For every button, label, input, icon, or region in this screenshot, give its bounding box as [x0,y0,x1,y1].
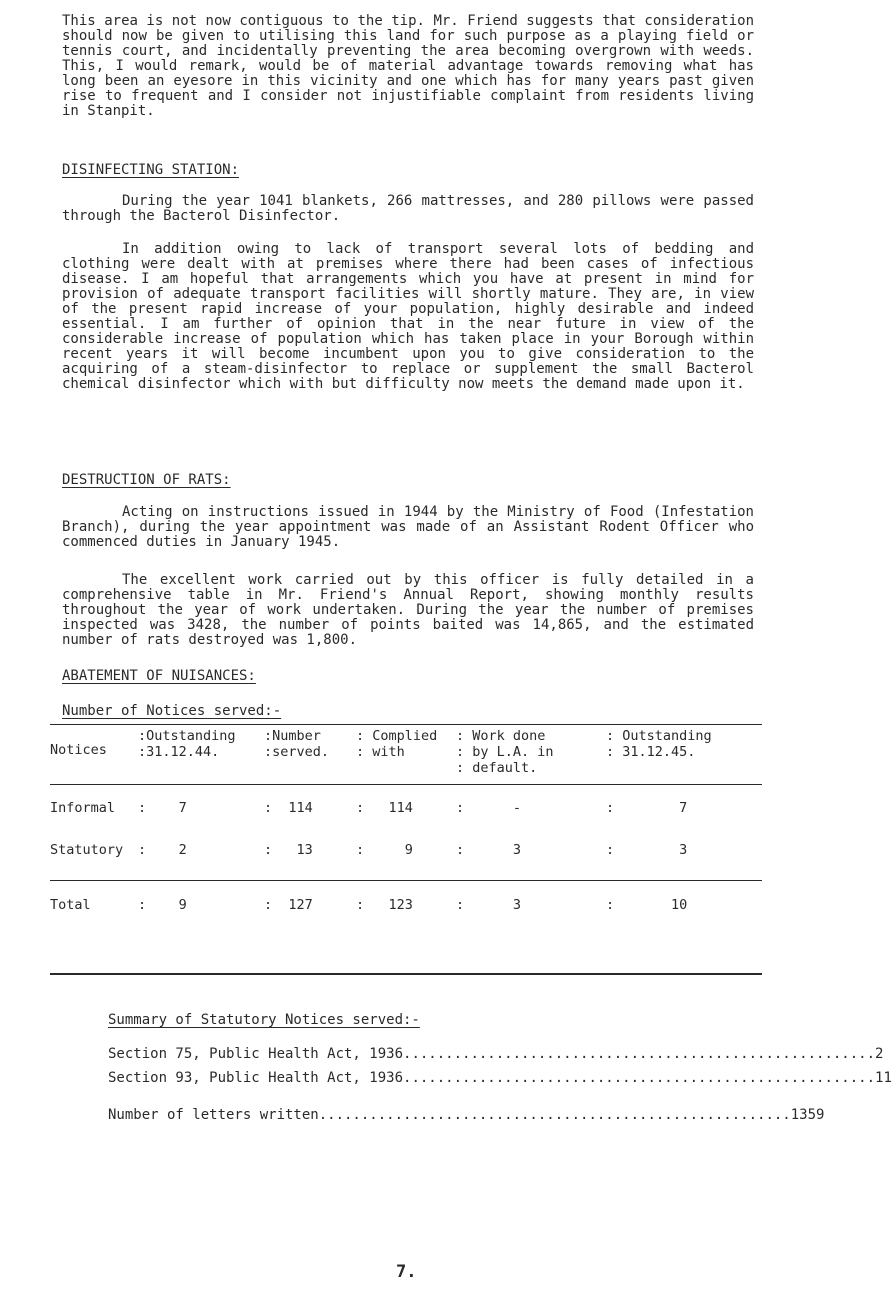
cell-value: 3 [512,896,522,913]
header-outstanding-1944: :Outstanding :31.12.44. [138,728,236,760]
cell-value: 123 [388,896,413,913]
row-label: Total [50,896,91,913]
cell-value: 10 [671,896,688,913]
cell-value: 2 [178,842,187,858]
table-row-statutory: Statutory : 2 : 13 : 9 : 3 : 3 [50,830,762,872]
disinfecting-paragraph-2: In addition owing to lack of transport several lots of bedding and clothing were dealt with at premises where there had been cases of infectious disease. I am hopeful that arrangements which you have at present in mind for provision of adequate transport facilities will shortly mature. They are, in view of the present rapid increase of your population, highly desirable and indeed essential. I am further of opinion that in the near future in view of the considerable increase of population which has taken place in your Borough within recent years it will become incumbent upon you to give consideration to the acquiring of a steam-disinfector to replace or supplement the small Bacterol chemical disinfector which with but difficulty now meets the demand made upon it. [62,241,754,392]
summary-heading: Summary of Statutory Notices served:- [108,1012,420,1028]
nuisances-subheading: Number of Notices served:- [62,703,282,719]
table-row-informal: Informal : 7 : 114 : 114 : - : 7 [50,786,762,830]
cell-value: 114 [388,800,413,816]
rats-paragraph-2: The excellent work carried out by this officer is fully detailed in a comprehensive table in Mr. Friend's Annual Report, showing monthly results throughout the year of work undertaken. During the year the number of premises inspected was 3428, the number of points baited was 14,865, and the estimated number of rats destroyed was 1,800. [62,572,754,648]
header-number-served: :Number :served. [264,728,330,760]
summary-label: Number of letters written [108,1107,319,1123]
header-work-done: : Work done : by L.A. in : default. [456,728,554,776]
cell-value: 127 [288,896,313,913]
table-bottom-rule [50,973,762,975]
rats-paragraph-1: Acting on instructions issued in 1944 by the Ministry of Food (Infestation Branch), during the year appointment was made of an Assistant Rodent Officer who commenced duties in January 1945. [62,504,754,550]
summary-value: 11 [875,1070,892,1086]
summary-line-section-75: Section 75, Public Health Act, 1936 ........................................................ 2 [108,1046,884,1062]
disinfecting-paragraph-1: During the year 1041 blankets, 266 mattresses, and 280 pillows were passed through the Bacterol Disinfector. [62,193,754,224]
cell-value: 3 [679,842,688,858]
notices-table [50,728,762,930]
intro-paragraph: This area is not now contiguous to the tip. Mr. Friend suggests that consideration should now be given to utilising this land for such purpose as a playing field or tennis court, and incidentally preventing the area becoming overgrown with weeds. This, I would remark, would be of material advantage towards removing what has long been an eyesore in this vicinity and one which has for many years past given rise to frequent and I consider not injustifiable complaint from residents living in Stanpit. [62,13,754,119]
cell-value: 7 [178,800,187,816]
table-top-rule [50,724,762,725]
summary-line-letters: Number of letters written ........................................................ 1359 [108,1107,825,1123]
cell-value: 114 [288,800,313,816]
table-header-row [50,728,762,784]
cell-value: 3 [512,842,522,858]
header-outstanding-1945: : Outstanding : 31.12.45. [606,728,712,760]
cell-value: 7 [679,800,688,816]
summary-label: Section 75, Public Health Act, 1936 [108,1046,404,1062]
row-label: Statutory [50,842,124,858]
cell-value: 9 [404,842,413,858]
summary-value: 1359 [790,1107,825,1123]
page-number: 7. [396,1262,417,1282]
cell-value: 9 [178,896,187,913]
summary-line-section-93: Section 93, Public Health Act, 1936 ........................................................ 11 [108,1070,892,1086]
table-row-total: Total : 9 : 127 : 123 : 3 : 10 [50,880,762,930]
header-complied-with: : Complied : with [356,728,438,760]
summary-label: Section 93, Public Health Act, 1936 [108,1070,404,1086]
rats-heading: DESTRUCTION OF RATS: [62,472,231,488]
header-notices: Notices [50,742,107,758]
row-label: Informal [50,800,116,816]
summary-value: 2 [875,1046,884,1062]
nuisances-heading: ABATEMENT OF NUISANCES: [62,668,256,684]
cell-value: 13 [296,842,313,858]
disinfecting-heading: DISINFECTING STATION: [62,162,240,178]
cell-value: - [512,800,522,816]
